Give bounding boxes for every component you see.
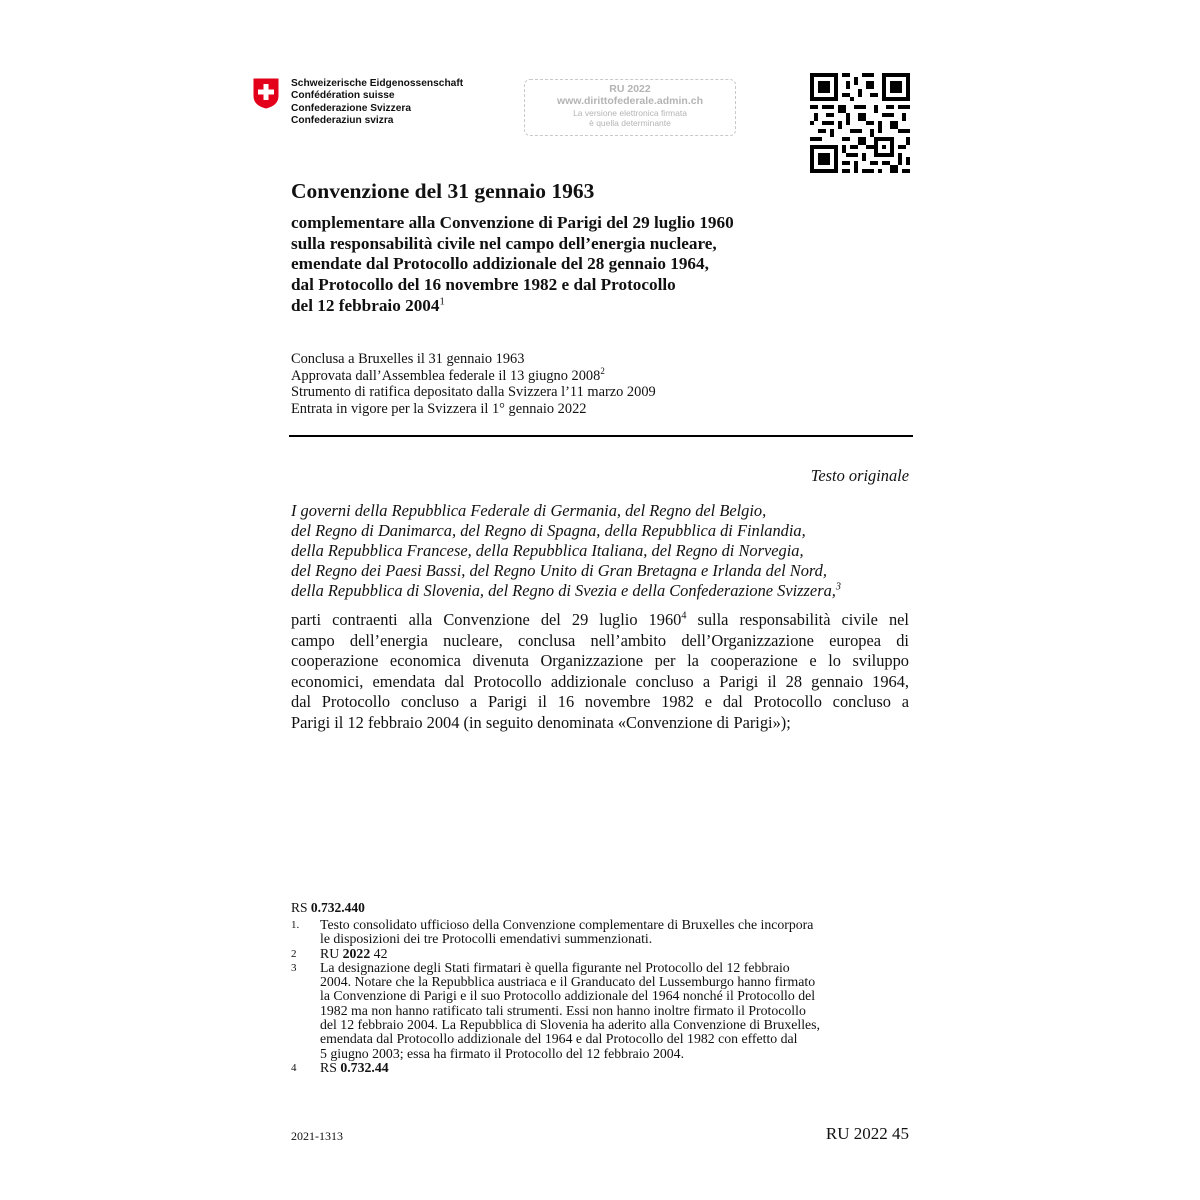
footnote-ref[interactable]: 3 <box>835 581 841 593</box>
body-text: parti contraenti alla Convenzione del 29 luglio 1960 <box>291 610 682 629</box>
footnote-ref[interactable]: 2 <box>600 365 605 376</box>
preamble-line: del Regno dei Paesi Bassi, del Regno Unito di Gran Bretagna e Irlanda del Nord, <box>291 561 827 580</box>
entry-into-force-date: Entrata in vigore per la Svizzera il 1° gennaio 2022 <box>291 400 587 417</box>
body-paragraph <box>291 610 909 733</box>
document-subtitle <box>291 213 851 317</box>
page-reference: RU 2022 45 <box>825 1124 909 1143</box>
rs-prefix: RS <box>291 900 311 915</box>
document-code: 2021-1313 <box>291 1129 343 1143</box>
body-line: cooperazione economica divenuta Organizzazione per la cooperazione e lo sviluppo <box>291 651 909 670</box>
footnote-prefix: RS <box>320 1059 341 1075</box>
confederation-line: Confederaziun svizra <box>291 115 394 127</box>
body-line: Parigi il 12 febbraio 2004 (in seguito denominata «Convenzione di Parigi»); <box>291 712 791 732</box>
ratification-date: Strumento di ratifica depositato dalla Svizzera l’11 marzo 2009 <box>291 384 656 401</box>
preamble-line: del Regno di Danimarca, del Regno di Spagna, della Repubblica di Finlandia, <box>291 521 806 540</box>
footnote-line: la Convenzione di Parigi e il suo Protocollo addizionale del 1964 nonché il Protocollo del <box>320 988 816 1004</box>
original-text-label: Testo originale <box>810 466 909 485</box>
footnote-number: 1. <box>291 919 300 931</box>
preamble <box>291 501 911 601</box>
footnote-ref[interactable]: 4 <box>681 610 687 622</box>
treaty-metadata <box>291 351 656 417</box>
footnote <box>291 1061 911 1075</box>
rs-number: 0.732.440 <box>310 900 365 915</box>
footnote-line: emendata dal Protocollo addizionale del 1964 e dal Protocollo del 1982 con effetto dal <box>320 1031 798 1047</box>
electronic-version-stamp <box>524 79 736 136</box>
stamp-line: è quella determinante <box>589 118 671 128</box>
confederation-names <box>291 78 463 128</box>
subtitle-line: dal Protocollo del 16 novembre 1982 e dal Protocollo <box>291 275 676 295</box>
footnote-line: 1982 ma non hanno ratificato tali strumenti. Essi non hanno inoltre firmato il Protocollo <box>320 1002 806 1018</box>
preamble-line: della Repubblica di Slovenia, del Regno di Svezia e della Confederazione Svizzera, <box>291 581 836 600</box>
document-title: Convenzione del 31 gennaio 1963 <box>291 179 595 203</box>
preamble-line: I governi della Repubblica Federale di Germania, del Regno del Belgio, <box>291 501 767 520</box>
confederation-line: Confederazione Svizzera <box>291 102 412 114</box>
subtitle-line: complementare alla Convenzione di Parigi del 29 luglio 1960 <box>291 213 734 232</box>
footnote-line: La designazione degli Stati firmatari è quella figurante nel Protocollo del 12 febbraio <box>320 959 790 975</box>
footnote-line: le disposizioni dei tre Protocolli emendativi summenzionati. <box>320 931 653 947</box>
rs-reference <box>291 900 365 916</box>
footnote <box>291 918 911 947</box>
footnote-number: 4 <box>291 1061 297 1074</box>
body-line: dal Protocollo concluso a Parigi il 16 novembre 1982 e dal Protocollo concluso a <box>291 692 909 711</box>
body-line: campo dell’energia nucleare, conclusa nell’ambito dell’Organizzazione europea di <box>291 630 909 650</box>
footnote-bold: 0.732.44 <box>340 1059 389 1075</box>
swiss-cross-icon <box>253 78 279 109</box>
footnote <box>291 961 911 1061</box>
footnote-ref[interactable]: 1 <box>439 296 445 308</box>
footnote-prefix: RU <box>320 945 343 961</box>
footnote-suffix: 42 <box>370 945 388 961</box>
subtitle-line: del 12 febbraio 2004 <box>291 295 440 315</box>
stamp-line: www.dirittofederale.admin.ch <box>556 95 704 107</box>
footnotes <box>291 918 911 1075</box>
approved-date: Approvata dall’Assemblea federale il 13 giugno 2008 <box>291 367 601 384</box>
subtitle-line: emendate dal Protocollo addizionale del 28 gennaio 1964, <box>291 254 709 274</box>
qr-code-icon <box>810 73 910 173</box>
footnote-line: Testo consolidato ufficioso della Convenzione complementare di Bruxelles che incorpora <box>320 917 814 932</box>
concluded-date: Conclusa a Bruxelles il 31 gennaio 1963 <box>291 351 525 367</box>
horizontal-rule <box>289 435 913 437</box>
footnote-line: 2004. Notare che la Repubblica austriaca e il Granducato del Lussemburgo hanno firmato <box>320 974 816 990</box>
footnote-number: 3 <box>291 961 297 974</box>
body-line: economici, emendata dal Protocollo addizionale concluso a Parigi il 28 gennaio 1964, <box>291 671 909 691</box>
footnote-bold: 2022 <box>342 945 371 961</box>
subtitle-line: sulla responsabilità civile nel campo dell’energia nucleare, <box>291 233 717 253</box>
confederation-line: Schweizerische Eidgenossenschaft <box>291 78 464 89</box>
footnote <box>291 947 911 961</box>
footnote-line: 5 giugno 2003; essa ha firmato il Protocollo del 12 febbraio 2004. <box>320 1045 685 1061</box>
stamp-line: La versione elettronica firmata <box>573 108 687 118</box>
body-text: sulla responsabilità civile nel <box>686 610 909 629</box>
footnote-line: del 12 febbraio 2004. La Repubblica di Slovenia ha aderito alla Convenzione di Bruxelles, <box>320 1017 820 1033</box>
stamp-line: RU 2022 <box>609 83 651 95</box>
preamble-line: della Repubblica Francese, della Repubblica Italiana, del Regno di Norvegia, <box>291 541 804 560</box>
footnote-number: 2 <box>291 947 297 960</box>
confederation-line: Confédération suisse <box>291 90 395 102</box>
